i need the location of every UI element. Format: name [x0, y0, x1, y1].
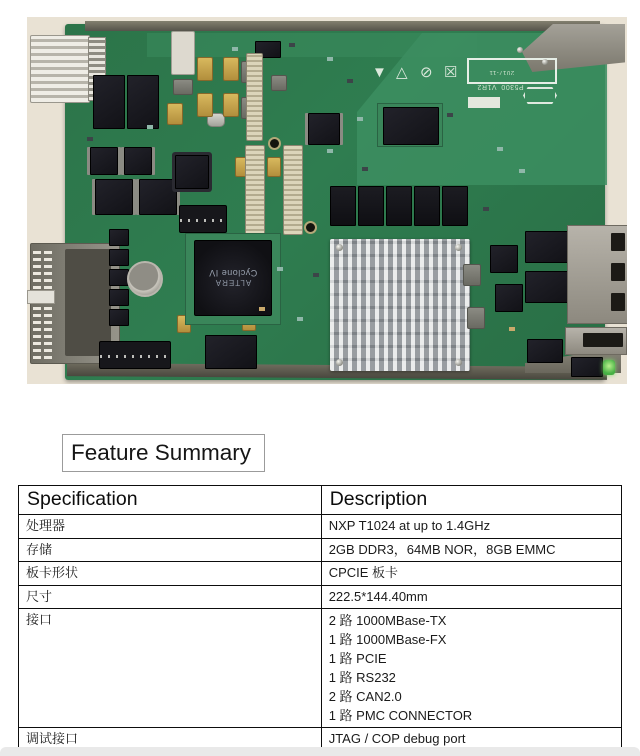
passive-component: [232, 47, 238, 51]
section-title-box: [62, 434, 265, 472]
bottom-band: [0, 747, 640, 756]
idc-header-20pin: [99, 341, 171, 369]
table-row: [19, 562, 622, 586]
qfn-phy-chip: [495, 284, 523, 312]
tantalum-capacitor: [223, 57, 239, 81]
passive-component: [87, 137, 93, 141]
soic8-chip: [124, 147, 152, 175]
coin-battery-holder: [127, 261, 163, 297]
desc-cell: JTAG / COP debug port: [321, 728, 621, 752]
spec-cell: 板卡形状: [19, 562, 322, 586]
ddr3-memory-chip: [330, 186, 356, 226]
passive-component: [483, 207, 489, 211]
desc-line: 2 路 1000MBase-TX: [328, 613, 447, 628]
small-ic: [109, 309, 129, 326]
passive-component: [327, 57, 333, 61]
table-row: [19, 609, 622, 728]
usb-port-opening: [583, 333, 623, 347]
ddr3-memory-chip: [442, 186, 468, 226]
connector-latch: [27, 290, 55, 304]
tantalum-capacitor: [197, 93, 213, 117]
spec-cell: 存储: [19, 538, 322, 562]
fpga-chip: [194, 240, 272, 316]
passive-component: [259, 307, 265, 311]
passive-component: [447, 113, 453, 117]
tantalum-capacitor: [223, 93, 239, 117]
white-label-sticker: [468, 97, 500, 108]
heatsink-screw: [336, 244, 343, 251]
terminal-block-connector: [30, 35, 90, 103]
ddr3-memory-chip: [414, 186, 440, 226]
small-ic: [109, 249, 129, 266]
passive-component: [362, 167, 368, 171]
ddr3-memory-chip: [358, 186, 384, 226]
passive-component: [289, 43, 295, 47]
qfp-chip: [175, 155, 209, 189]
desc-cell: NXP T1024 at up to 1.4GHz: [321, 515, 621, 539]
passive-component: [509, 327, 515, 331]
green-led: [603, 360, 615, 375]
screw: [542, 59, 548, 65]
ethernet-magnetics: [525, 231, 569, 263]
desc-line: 2 路 CAN2.0: [328, 689, 402, 704]
small-ic: [109, 269, 129, 286]
package-box-icon: ☒: [444, 64, 458, 81]
ethernet-magnetics: [527, 339, 563, 363]
spec-cell: 处理器: [19, 515, 322, 539]
ethernet-phy-chip: [308, 113, 340, 145]
passive-component: [347, 79, 353, 83]
pb-free-icon: ⊘: [420, 64, 433, 81]
desc-line: 1 路 PCIE: [328, 651, 387, 666]
bga-switch-chip: [383, 107, 439, 145]
desc-cell: 2GB DDR3，64MB NOR，8GB EMMC: [321, 538, 621, 562]
smd-capacitor: [463, 264, 481, 286]
qfn-phy-chip: [490, 245, 518, 273]
tantalum-capacitor: [167, 103, 183, 125]
power-header-connector: [171, 31, 195, 75]
smd-capacitor: [467, 307, 485, 329]
recycle-triangle-icon: ▼: [372, 64, 387, 81]
idc-header-10pin: [179, 205, 227, 233]
spec-cell: 接口: [19, 609, 322, 728]
top-stiffener-rail: [85, 21, 600, 31]
section-title: Feature Summary: [71, 440, 252, 465]
heatsink-screw: [336, 359, 343, 366]
small-ic: [109, 289, 129, 306]
copper-pour: [147, 33, 477, 57]
screw: [517, 47, 523, 53]
passive-component: [277, 267, 283, 271]
connector-core: [65, 249, 111, 356]
desc-line: 1 路 1000MBase-FX: [328, 632, 447, 647]
table-row: [19, 585, 622, 609]
passive-component: [327, 149, 333, 153]
table-row: [19, 538, 622, 562]
manufacturer-logo: [523, 87, 557, 104]
transformer-chip: [93, 75, 125, 129]
passive-component: [297, 317, 303, 321]
pmc-connector-slot: [246, 53, 263, 141]
passive-component: [147, 125, 153, 129]
smd-component: [571, 357, 603, 377]
desc-line: 1 路 PMC CONNECTOR: [328, 708, 473, 723]
column-header-description: Description: [321, 486, 621, 515]
desc-line: 1 路 RS232: [328, 670, 396, 685]
rj45-port-opening: [611, 233, 625, 251]
rj45-port-opening: [611, 293, 625, 311]
mounting-hole: [268, 137, 281, 150]
power-inductor: [271, 75, 287, 91]
regulator-tab: [173, 79, 193, 95]
heatsink-screw: [455, 244, 462, 251]
flash-chip: [205, 335, 257, 369]
silkscreen-model-text: P5300_V1R2: [477, 83, 524, 90]
heatsink-screw: [455, 359, 462, 366]
spec-cell: 尺寸: [19, 585, 322, 609]
cpu-heatsink: [330, 239, 470, 371]
soic8-chip: [90, 147, 118, 175]
passive-component: [313, 273, 319, 277]
small-ic: [109, 229, 129, 246]
fpga-label-text: Cyclone IV: [208, 268, 258, 279]
passive-component: [519, 169, 525, 173]
passive-component: [357, 117, 363, 121]
spec-table: [18, 485, 622, 752]
soic-wide-chip: [139, 179, 177, 215]
tantalum-capacitor: [197, 57, 213, 81]
ethernet-magnetics: [525, 271, 569, 303]
transformer-chip: [127, 75, 159, 129]
rj45-port-opening: [611, 263, 625, 281]
pmc-connector-slot: [283, 145, 303, 235]
tantalum-capacitor: [267, 157, 281, 177]
column-header-specification: Specification: [19, 486, 322, 515]
soic-wide-chip: [95, 179, 133, 215]
desc-cell: [321, 609, 621, 728]
fpga-brand-text: ALTERA: [214, 278, 252, 288]
pmc-connector-slot: [245, 145, 265, 235]
passive-component: [497, 147, 503, 151]
desc-cell: CPCIE 板卡: [321, 562, 621, 586]
board-photo: [27, 17, 627, 384]
table-row: [19, 515, 622, 539]
table-header-row: [19, 486, 622, 515]
ddr3-memory-chip: [386, 186, 412, 226]
mounting-hole: [304, 221, 317, 234]
esd-triangle-icon: △: [396, 64, 408, 81]
silkscreen-date-text: 2017-11: [489, 69, 515, 75]
spec-cell: 调试接口: [19, 728, 322, 752]
desc-cell: 222.5*144.40mm: [321, 585, 621, 609]
